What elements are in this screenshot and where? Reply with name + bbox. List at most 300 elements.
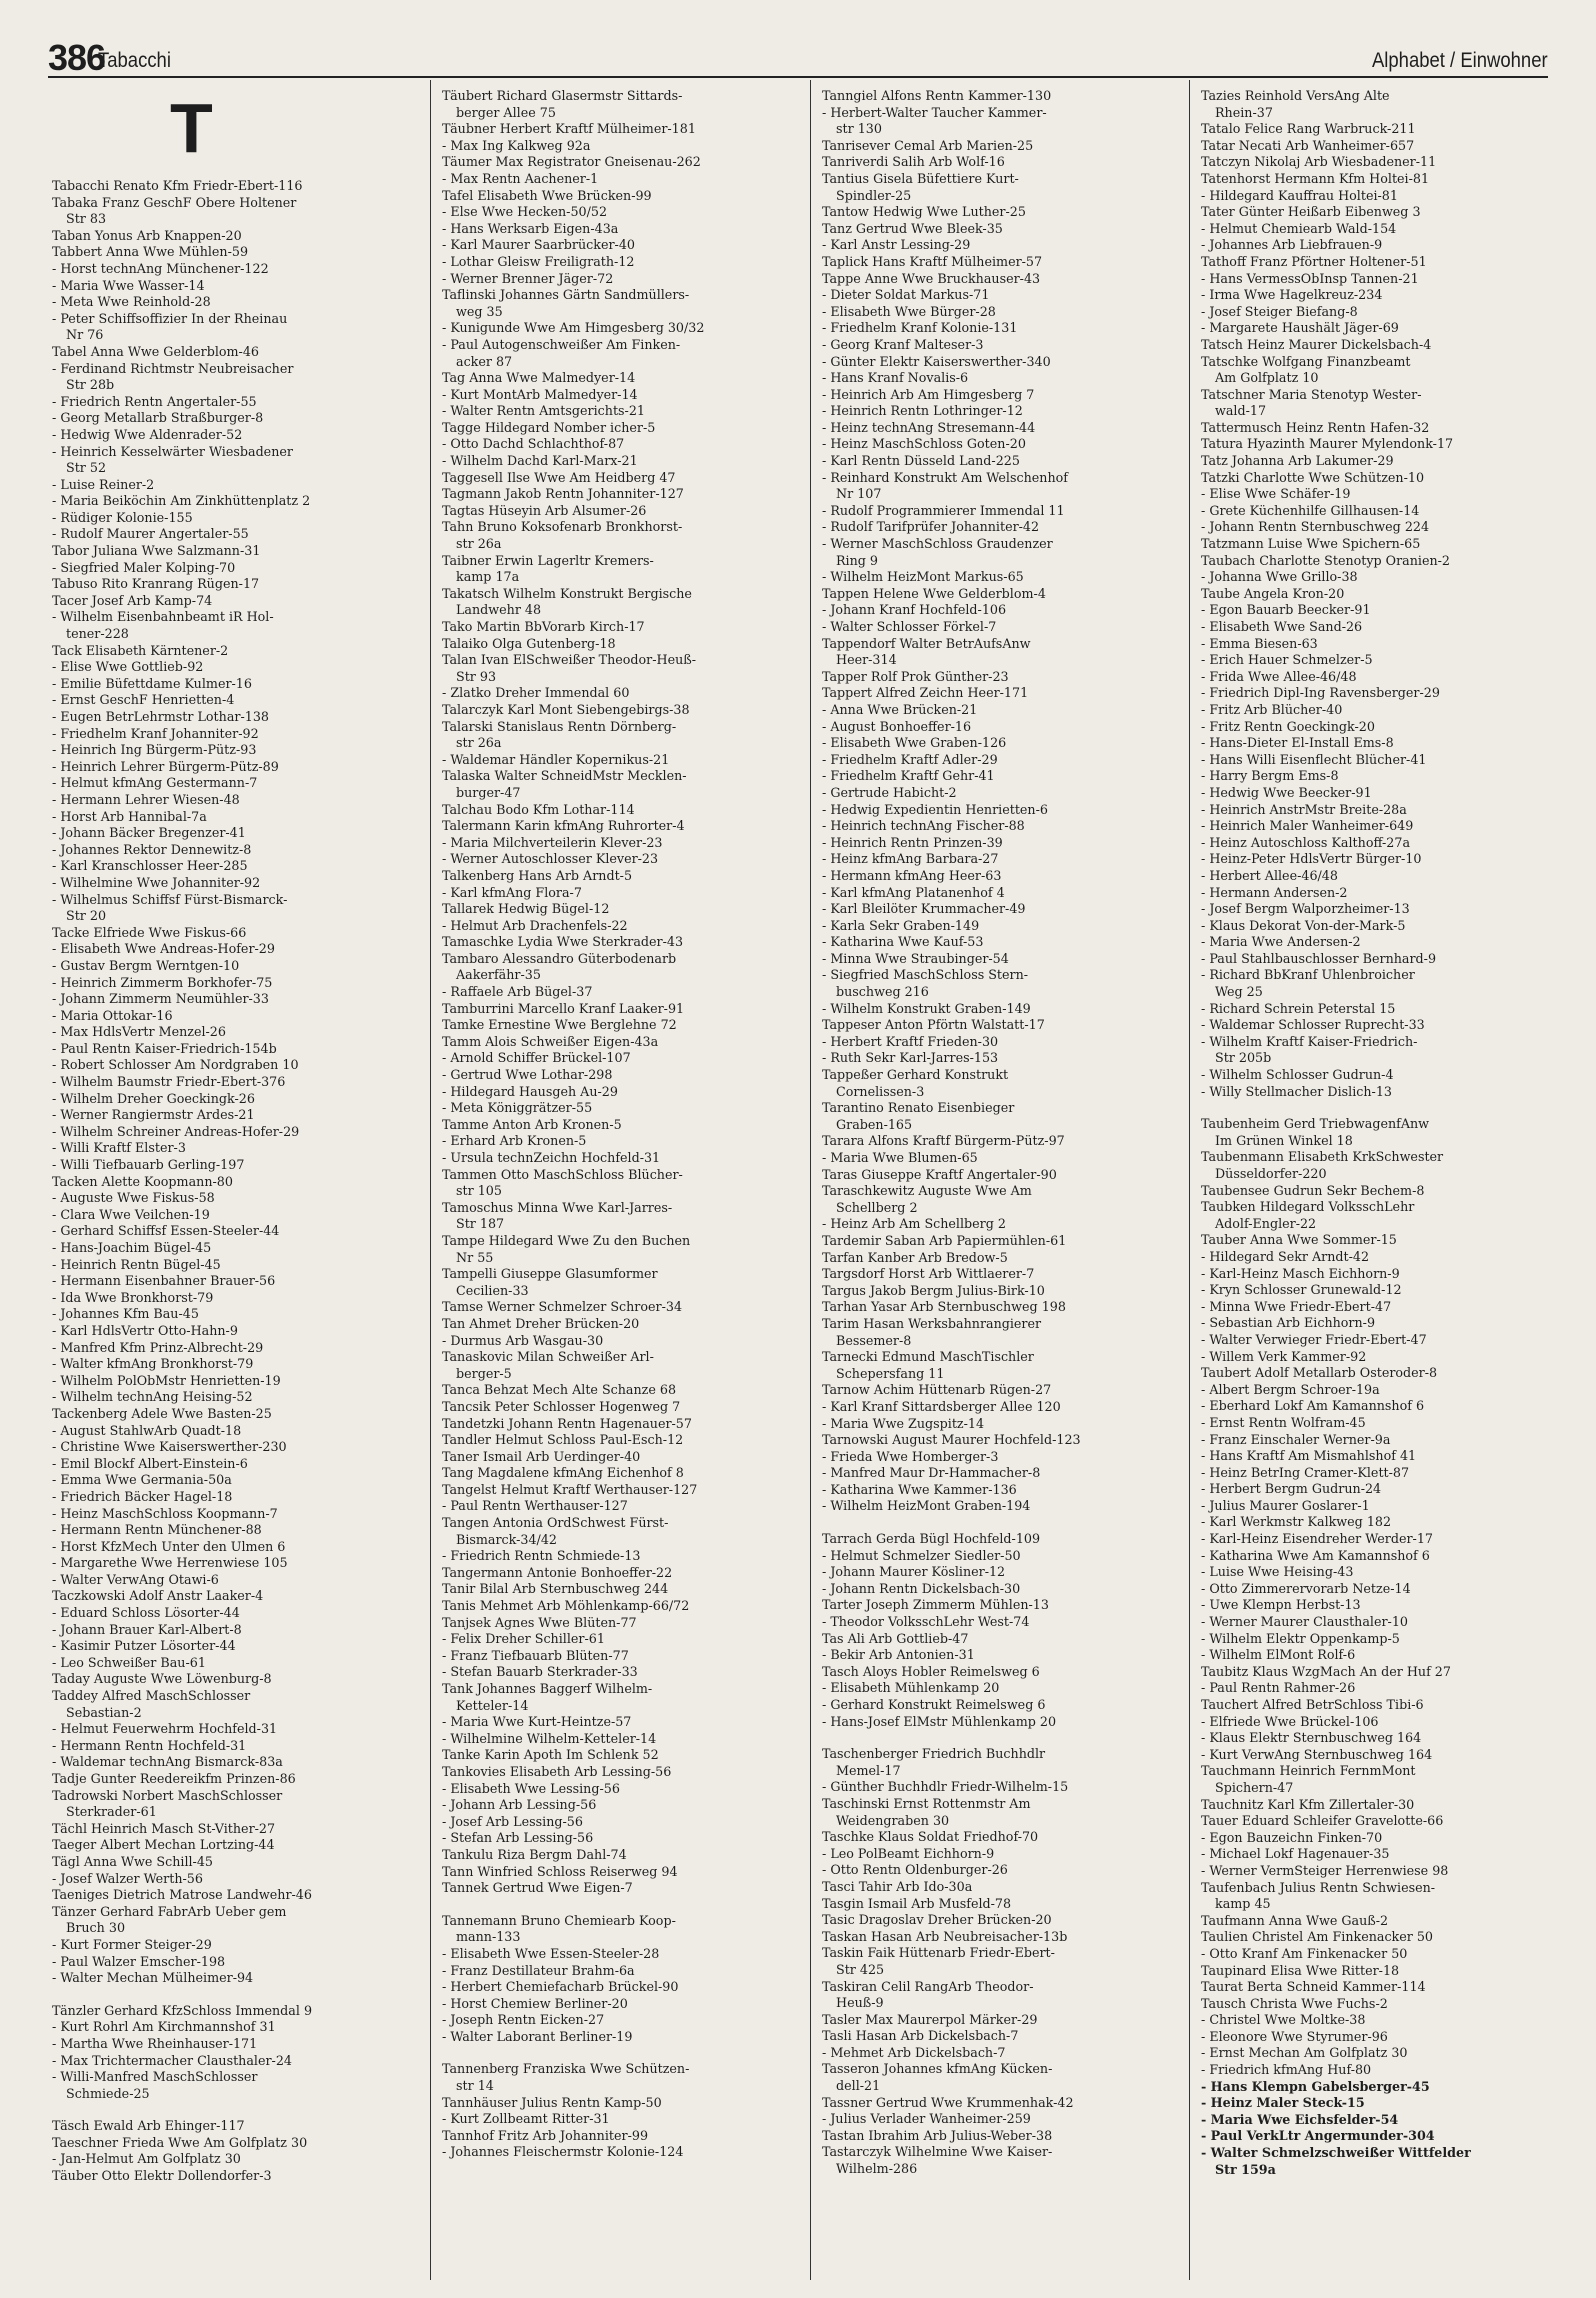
directory-entry: Talaiko Olga Gutenberg-18 (442, 635, 616, 651)
directory-entry: - Wilhelm technAng Heising-52 (52, 1389, 253, 1405)
directory-entry: Tandler Helmut Schloss Paul-Esch-12 (442, 1432, 684, 1448)
directory-entry: - Heinz-Peter HdlsVertr Bürger-10 (1201, 851, 1422, 867)
directory-entry: - Johannes Fleischermstr Kolonie-124 (442, 2144, 684, 2160)
entry-continuation: Weg 25 (1215, 984, 1263, 1000)
directory-entry: - Josef Arb Lessing-56 (442, 1813, 583, 1829)
directory-entry: - Grete Küchenhilfe Gillhausen-14 (1201, 502, 1420, 518)
directory-entry: - Karla Sekr Graben-149 (822, 917, 980, 933)
directory-entry: Tasgin Ismail Arb Musfeld-78 (822, 1895, 1012, 1911)
directory-entry: - Friedrich kfmAng Huf-80 (1201, 2062, 1372, 2078)
directory-entry: - Johann Rentn Sternbuschweg 224 (1201, 519, 1430, 535)
entry-continuation: Str 187 (456, 1216, 505, 1232)
directory-entry: - Wilhelmine Wwe Johanniter-92 (52, 874, 261, 890)
directory-entry: Tathoff Franz Pförtner Holtener-51 (1201, 253, 1427, 269)
entry-continuation: str 14 (456, 2078, 494, 2094)
directory-entry: Tannemann Bruno Chemiearb Koop- (442, 1912, 676, 1928)
directory-entry: - August Bonhoeffer-16 (822, 718, 972, 734)
section-title-right: Alphabet / Einwohner (1372, 49, 1548, 72)
directory-entry: Tarrach Gerda Bügl Hochfeld-109 (822, 1531, 1041, 1547)
directory-entry: - Horst Chemiew Berliner-20 (442, 1995, 628, 2011)
directory-entry: - Maria Wwe Blumen-65 (822, 1150, 978, 1165)
directory-entry: - Hedwig Wwe Beecker-91 (1201, 784, 1372, 800)
directory-entry: - Heinz Maler Steck-15 (1201, 2095, 1365, 2111)
directory-entry: Tänzler Gerhard KfzSchloss Immendal 9 (52, 2002, 313, 2018)
directory-entry: Tacke Elfriede Wwe Fiskus-66 (52, 924, 247, 940)
directory-entry: Talaska Walter SchneidMstr Mecklen- (442, 768, 687, 784)
directory-entry: Taflinski Johannes Gärtn Sandmüllers- (442, 287, 690, 303)
directory-entry: - Johannes Kfm Bau-45 (52, 1306, 199, 1322)
directory-entry: - Richard BbKranf Uhlenbroicher (1201, 967, 1415, 983)
entry-continuation: str 26a (456, 735, 502, 751)
directory-entry: Taeschner Frieda Wwe Am Golfplatz 30 (52, 2134, 308, 2150)
directory-entry: - Hildegard Hausgeh Au-29 (442, 1083, 618, 1099)
directory-entry: Tankulu Riza Bergm Dahl-74 (442, 1846, 627, 1862)
directory-entry: - Otto Rentn Oldenburger-26 (822, 1862, 1008, 1878)
directory-entry: - Ruth Sekr Karl-Jarres-153 (822, 1050, 999, 1066)
directory-entry: - Heinz kfmAng Barbara-27 (822, 851, 999, 867)
directory-entry: - Hermann Andersen-2 (1201, 884, 1348, 900)
directory-entry: Tappeser Anton Pförtn Walstatt-17 (822, 1017, 1045, 1033)
directory-entry: - Herbert Kraftf Frieden-30 (822, 1033, 999, 1049)
directory-entry: - Elise Wwe Gottlieb-92 (52, 659, 204, 675)
directory-entry: - Karl Kranschlosser Heer-285 (52, 858, 248, 874)
directory-column-4 (1201, 88, 1549, 2278)
entry-continuation: Bessemer-8 (836, 1332, 912, 1348)
directory-entry: - Elisabeth Mühlenkamp 20 (822, 1680, 1000, 1696)
entry-continuation: Nr 76 (66, 327, 104, 343)
directory-entry: - Gerhard Konstrukt Reimelsweg 6 (822, 1697, 1046, 1712)
directory-entry: Tagtas Hüseyin Arb Alsumer-26 (442, 502, 647, 518)
directory-entry: Taupinard Elisa Wwe Ritter-18 (1201, 1962, 1400, 1978)
directory-entry: Tahn Bruno Koksofenarb Bronkhorst- (442, 519, 683, 535)
directory-entry: Tan Ahmet Dreher Brücken-20 (442, 1315, 640, 1331)
directory-entry: - Hermann Eisenbahner Brauer-56 (52, 1273, 276, 1289)
directory-entry: - Gertrude Habicht-2 (822, 784, 957, 800)
entry-continuation: Bruch 30 (66, 1920, 126, 1936)
directory-entry: - Hermann Lehrer Wiesen-48 (52, 791, 240, 807)
directory-entry: - Paul Stahlbauschlosser Bernhard-9 (1201, 950, 1437, 966)
directory-entry: - Zlatko Dreher Immendal 60 (442, 685, 630, 701)
directory-entry: - Karl kfmAng Platanenhof 4 (822, 884, 1005, 900)
directory-entry: - Kurt Zollbeamt Ritter-31 (442, 2111, 610, 2127)
directory-entry: Tabor Juliana Wwe Salzmann-31 (52, 543, 261, 559)
directory-entry: Taurat Berta Schneid Kammer-114 (1201, 1979, 1426, 1995)
directory-entry: Tacken Alette Koopmann-80 (52, 1173, 233, 1189)
directory-entry: - Wilhelm Konstrukt Graben-149 (822, 1000, 1031, 1016)
section-letter: T (170, 89, 213, 167)
directory-entry: - Luise Reiner-2 (52, 476, 155, 492)
directory-entry: - Christine Wwe Kaiserswerther-230 (52, 1439, 287, 1455)
directory-entry: - Willi Kraftf Elster-3 (52, 1140, 186, 1156)
directory-entry: - Minna Wwe Friedr-Ebert-47 (1201, 1298, 1392, 1314)
directory-entry: - Herbert Bergm Gudrun-24 (1201, 1481, 1382, 1497)
directory-entry: - Hans-Josef ElMstr Mühlenkamp 20 (822, 1713, 1057, 1729)
entry-continuation: Wilhelm-286 (836, 2161, 918, 2177)
directory-entry: - Clara Wwe Veilchen-19 (52, 1206, 210, 1222)
directory-entry: - Heinz technAng Stresemann-44 (822, 419, 1036, 435)
directory-entry: - Walter Rentn Amtsgerichts-21 (442, 403, 645, 419)
directory-entry: - Wilhelm Schlosser Gudrun-4 (1201, 1067, 1394, 1083)
directory-entry: Tappe Anne Wwe Bruckhauser-43 (822, 270, 1041, 286)
entry-continuation: Sebastian-2 (66, 1704, 142, 1720)
directory-entry: - Franz Tiefbauarb Blüten-77 (442, 1647, 629, 1663)
directory-entry: Tasler Max Maurerpol Märker-29 (822, 2011, 1038, 2027)
directory-entry: - Heinz MaschSchloss Koopmann-7 (52, 1505, 278, 1521)
directory-entry: - Heinz MaschSchloss Goten-20 (822, 436, 1026, 452)
directory-entry: Taraschkewitz Auguste Wwe Am (822, 1183, 1032, 1199)
directory-entry: Tann Winfried Schloss Reiserweg 94 (442, 1863, 678, 1879)
directory-entry: Takatsch Wilhelm Konstrukt Bergische (442, 585, 692, 601)
directory-entry: - Else Wwe Hecken-50/52 (442, 204, 608, 220)
directory-entry: Tamburrini Marcello Kranf Laaker-91 (442, 1000, 685, 1016)
directory-entry: Tanca Behzat Mech Alte Schanze 68 (442, 1382, 677, 1398)
directory-entry: - Maria Ottokar-16 (52, 1007, 173, 1023)
directory-entry: - Johann Maurer Kösliner-12 (822, 1564, 1006, 1580)
directory-entry: - Durmus Arb Wasgau-30 (442, 1332, 604, 1348)
directory-entry: - Maria Wwe Zugspitz-14 (822, 1415, 985, 1431)
directory-entry: - Ernst Mechan Am Golfplatz 30 (1201, 2045, 1408, 2061)
directory-entry: Tatschke Wolfgang Finanzbeamt (1201, 353, 1411, 369)
directory-entry: - Wilhelm Baumstr Friedr-Ebert-376 (52, 1074, 286, 1090)
directory-entry: - Friedrich Rentn Schmiede-13 (442, 1548, 641, 1564)
directory-entry: Täubert Richard Glasermstr Sittards- (442, 88, 683, 103)
directory-entry: Tasli Hasan Arb Dickelsbach-7 (822, 2028, 1019, 2044)
directory-entry: - Paul Rentn Werthauser-127 (442, 1498, 628, 1514)
directory-entry: - Herbert Allee-46/48 (1201, 867, 1338, 883)
entry-spacer (442, 2045, 790, 2061)
entry-continuation: Str 93 (456, 668, 497, 684)
directory-entry: Tamaschke Lydia Wwe Sterkrader-43 (442, 934, 684, 950)
directory-entry: - Ida Wwe Bronkhorst-79 (52, 1289, 214, 1305)
directory-entry: - Wilhelm HeizMont Markus-65 (822, 569, 1024, 585)
directory-entry: - Karl Rentn Düsseld Land-225 (822, 453, 1020, 469)
directory-entry: Tankovies Elisabeth Arb Lessing-56 (442, 1763, 672, 1779)
directory-entry: Taufenbach Julius Rentn Schwiesen- (1201, 1879, 1436, 1895)
directory-entry: - Wilhelm ElMont Rolf-6 (1201, 1647, 1356, 1663)
entry-spacer (822, 1730, 1170, 1746)
directory-entry: - Raffaele Arb Bügel-37 (442, 984, 593, 1000)
directory-entry: - Karl Anstr Lessing-29 (822, 237, 971, 253)
directory-entry: Tanaskovic Milan Schweißer Arl- (442, 1349, 654, 1365)
directory-entry: Tabel Anna Wwe Gelderblom-46 (52, 343, 259, 359)
directory-entry: Tausch Christa Wwe Fuchs-2 (1201, 1995, 1388, 2011)
directory-entry: - Herbert Chemiefacharb Brückel-90 (442, 1979, 679, 1995)
directory-entry: - Emma Biesen-63 (1201, 635, 1318, 651)
directory-entry: - Walter kfmAng Bronkhorst-79 (52, 1356, 254, 1372)
directory-entry: - Gerhard Schiffsf Essen-Steeler-44 (52, 1223, 280, 1239)
directory-entry: Tantow Hedwig Wwe Luther-25 (822, 204, 1026, 220)
directory-entry: Tack Elisabeth Kärntener-2 (52, 642, 229, 658)
directory-entry: - Heinrich Rentn Bügel-45 (52, 1256, 221, 1272)
directory-entry: - Egon Bauarb Beecker-91 (1201, 602, 1371, 618)
directory-entry: - Uwe Klempn Herbst-13 (1201, 1597, 1361, 1613)
entry-continuation: Schellberg 2 (836, 1199, 918, 1215)
directory-entry: - Emil Blockf Albert-Einstein-6 (52, 1455, 248, 1471)
entry-continuation: Spindler-25 (836, 187, 912, 203)
directory-entry: Täuber Otto Elektr Dollendorfer-3 (52, 2168, 272, 2184)
directory-entry: - Christel Wwe Moltke-38 (1201, 2012, 1366, 2028)
entry-continuation: Sterkrader-61 (66, 1804, 157, 1820)
directory-entry: Tagge Hildegard Nomber icher-5 (442, 419, 656, 435)
directory-entry: - Werner VermSteiger Herrenwiese 98 (1201, 1862, 1449, 1878)
directory-entry: - Wilhelm Kraftf Kaiser-Friedrich- (1201, 1033, 1418, 1049)
directory-entry: - Johann Rentn Dickelsbach-30 (822, 1580, 1021, 1596)
directory-entry: Täumer Max Registrator Gneisenau-262 (442, 154, 701, 170)
directory-entry: Taddey Alfred MaschSchlosser (52, 1688, 251, 1704)
directory-entry: - Hans Kranf Novalis-6 (822, 370, 969, 386)
directory-entry: - Katharina Wwe Kammer-136 (822, 1481, 1017, 1497)
directory-entry: Targus Jakob Bergm Julius-Birk-10 (822, 1282, 1045, 1298)
directory-entry: - Wilhelm Eisenbahnbeamt iR Hol- (52, 609, 274, 625)
directory-entry: - Siegfried Maler Kolping-70 (52, 559, 236, 575)
directory-entry: - Hans Klempn Gabelsberger-45 (1201, 2078, 1430, 2094)
entry-spacer (442, 1897, 790, 1913)
directory-entry: - Karl Werkmstr Kalkweg 182 (1201, 1514, 1392, 1530)
directory-entry: Tanngiel Alfons Rentn Kammer-130 (822, 88, 1052, 103)
entry-continuation: Ring 9 (836, 552, 879, 568)
directory-entry: Talkenberg Hans Arb Arndt-5 (442, 867, 633, 883)
directory-entry: - Friedhelm Kranf Kolonie-131 (822, 320, 1018, 336)
directory-entry: Tatenhorst Hermann Kfm Holtei-81 (1201, 170, 1430, 186)
directory-entry: Tangelst Helmut Kraftf Werthauser-127 (442, 1481, 698, 1497)
entry-continuation: Heer-314 (836, 652, 897, 668)
directory-entry: Tasic Dragoslav Dreher Brücken-20 (822, 1912, 1052, 1928)
directory-entry: Taschenberger Friedrich Buchhdlr (822, 1746, 1046, 1762)
directory-entry: Tannek Gertrud Wwe Eigen-7 (442, 1880, 633, 1896)
directory-entry: - Franz Destillateur Brahm-6a (442, 1962, 635, 1978)
directory-entry: - Hans VermessObInsp Tannen-21 (1201, 270, 1419, 286)
directory-entry: - Willi-Manfred MaschSchlosser (52, 2069, 258, 2085)
directory-entry: Taner Ismail Arb Uerdinger-40 (442, 1448, 641, 1464)
directory-entry: - Robert Schlosser Am Nordgraben 10 (52, 1057, 299, 1073)
directory-entry: Tannhof Fritz Arb Johanniter-99 (442, 2127, 649, 2143)
directory-entry: - Helmut Arb Drachenfels-22 (442, 917, 628, 933)
directory-entry: - Emma Wwe Germania-50a (52, 1472, 232, 1488)
directory-entry: Tappen Helene Wwe Gelderblom-4 (822, 585, 1046, 601)
directory-entry: - Hans-Dieter El-Install Ems-8 (1201, 735, 1394, 751)
directory-entry: Taschinski Ernst Rottenmstr Am (822, 1795, 1031, 1811)
directory-entry: Tauchnitz Karl Kfm Zillertaler-30 (1201, 1796, 1415, 1812)
directory-entry: - Wilhelmus Schiffsf Fürst-Bismarck- (52, 891, 288, 907)
directory-entry: Tagmann Jakob Rentn Johanniter-127 (442, 486, 684, 502)
directory-entry: Taskiran Celil RangArb Theodor- (822, 1978, 1034, 1994)
directory-entry: Tatalo Felice Rang Warbruck-211 (1201, 121, 1416, 137)
directory-entry: - Horst technAng Münchener-122 (52, 260, 269, 276)
directory-entry: Tackenberg Adele Wwe Basten-25 (52, 1405, 272, 1421)
directory-entry: - Georg Metallarb Straßburger-8 (52, 410, 264, 426)
column-divider (430, 80, 431, 2280)
directory-entry: Tatzki Charlotte Wwe Schützen-10 (1201, 469, 1425, 485)
entry-continuation: mann-133 (456, 1929, 521, 1945)
directory-entry: - Hedwig Expedientin Henrietten-6 (822, 801, 1048, 817)
entry-continuation: Landwehr 48 (456, 602, 542, 618)
directory-entry: - Heinrich Zimmerm Borkhofer-75 (52, 974, 273, 990)
directory-entry: Tauchert Alfred BetrSchloss Tibi-6 (1201, 1697, 1424, 1712)
directory-entry: Talarski Stanislaus Rentn Dörnberg- (442, 718, 677, 734)
directory-entry: Talchau Bodo Kfm Lothar-114 (442, 801, 635, 817)
directory-entry: - Maria Wwe Andersen-2 (1201, 934, 1361, 950)
directory-entry: - Rudolf Tarifprüfer Johanniter-42 (822, 519, 1040, 535)
entry-continuation: Bismarck-34/42 (456, 1531, 557, 1547)
directory-entry: - Anna Wwe Brücken-21 (822, 701, 978, 717)
directory-entry: Tarnowski August Maurer Hochfeld-123 (822, 1432, 1081, 1448)
directory-entry: - Helmut Schmelzer Siedler-50 (822, 1547, 1021, 1563)
entry-continuation: Graben-165 (836, 1116, 913, 1132)
directory-entry: - Maria Milchverteilerin Klever-23 (442, 834, 663, 850)
directory-entry: Tasseron Johannes kfmAng Kücken- (822, 2061, 1053, 2077)
entry-spacer (822, 1515, 1170, 1531)
entry-continuation: Schmiede-25 (66, 2085, 150, 2101)
directory-entry: - Stefan Bauarb Sterkrader-33 (442, 1664, 638, 1680)
directory-entry: Tanz Gertrud Wwe Bleek-35 (822, 220, 1003, 236)
directory-entry: - Johannes Arb Liebfrauen-9 (1201, 237, 1383, 253)
directory-entry: - Elise Wwe Schäfer-19 (1201, 486, 1351, 502)
directory-entry: - Friedrich Bäcker Hagel-18 (52, 1488, 233, 1504)
directory-entry: - Karl HdlsVertr Otto-Hahn-9 (52, 1322, 238, 1338)
directory-entry: - Heinrich Rentn Lothringer-12 (822, 403, 1023, 419)
directory-entry: Tako Martin BbVorarb Kirch-17 (442, 619, 645, 634)
directory-entry: - Otto Dachd Schlachthof-87 (442, 436, 625, 452)
directory-entry: - Elisabeth Wwe Andreas-Hofer-29 (52, 941, 275, 957)
directory-entry: - Manfred Kfm Prinz-Albrecht-29 (52, 1339, 264, 1355)
directory-entry: - Siegfried MaschSchloss Stern- (822, 967, 1029, 983)
directory-entry: - Ursula technZeichn Hochfeld-31 (442, 1150, 661, 1165)
directory-entry: - Franz Einschaler Werner-9a (1201, 1431, 1391, 1447)
directory-entry: Tauer Eduard Schleifer Gravelotte-66 (1201, 1813, 1444, 1829)
directory-entry: Tamme Anton Arb Kronen-5 (442, 1116, 622, 1132)
directory-entry: Tadrowski Norbert MaschSchlosser (52, 1787, 283, 1803)
directory-entry: Täubner Herbert Kraftf Mülheimer-181 (442, 121, 696, 137)
directory-entry: - Hermann kfmAng Heer-63 (822, 867, 1002, 883)
directory-entry: - Minna Wwe Straubinger-54 (822, 950, 1009, 966)
directory-entry: - Friedhelm Kraftf Adler-29 (822, 751, 998, 767)
directory-entry: - Gertrud Wwe Lothar-298 (442, 1067, 613, 1083)
entry-continuation: buschweg 216 (836, 984, 929, 1000)
directory-entry: - Maria Wwe Eichsfelder-54 (1201, 2111, 1399, 2127)
directory-entry: Tangermann Antonie Bonhoeffer-22 (442, 1564, 673, 1580)
directory-entry: - Hans Werksarb Eigen-43a (442, 220, 619, 236)
directory-entry: - Hildegard Kauffrau Holtei-81 (1201, 187, 1398, 203)
directory-entry: - Elisabeth Wwe Sand-26 (1201, 619, 1363, 634)
directory-entry: - Joseph Rentn Eicken-27 (442, 2012, 605, 2028)
directory-entry: - Dieter Soldat Markus-71 (822, 287, 990, 303)
directory-entry: - Maria Beiköchin Am Zinkhüttenplatz 2 (52, 493, 311, 509)
directory-entry: Tarfan Kanber Arb Bredow-5 (822, 1249, 1008, 1265)
directory-entry: Tank Johannes Baggerf Wilhelm- (442, 1681, 653, 1696)
directory-entry: Taubert Adolf Metallarb Osteroder-8 (1201, 1365, 1438, 1381)
directory-entry: Tabuso Rito Kranrang Rügen-17 (52, 576, 260, 592)
directory-entry: - Karl-Heinz Eisendreher Werder-17 (1201, 1531, 1433, 1547)
directory-entry: - Wilhelmine Wilhelm-Ketteler-14 (442, 1730, 657, 1746)
directory-entry: Tancsik Peter Schlosser Hogenweg 7 (442, 1398, 681, 1414)
directory-entry: - Karl-Heinz Masch Eichhorn-9 (1201, 1265, 1400, 1281)
directory-entry: Taubenmann Elisabeth KrkSchwester (1201, 1149, 1444, 1165)
directory-entry: - Heinrich technAng Fischer-88 (822, 818, 1025, 834)
directory-entry: - Max HdlsVertr Menzel-26 (52, 1024, 226, 1040)
directory-entry: - Johannes Rektor Dennewitz-8 (52, 841, 252, 857)
directory-entry: Tanjsek Agnes Wwe Blüten-77 (442, 1614, 637, 1630)
directory-entry: Targsdorf Horst Arb Wittlaerer-7 (822, 1266, 1035, 1282)
directory-entry: - Josef Walzer Werth-56 (52, 1870, 203, 1886)
directory-entry: - Werner Maurer Clausthaler-10 (1201, 1614, 1408, 1630)
directory-entry: Tasci Tahir Arb Ido-30a (822, 1878, 973, 1894)
directory-entry: - Heinrich Lehrer Bürgerm-Pütz-89 (52, 758, 279, 774)
directory-entry: - Hedwig Wwe Aldenrader-52 (52, 426, 243, 442)
directory-entry: Tazies Reinhold VersAng Alte (1201, 88, 1390, 103)
directory-entry: - Johanna Wwe Grillo-38 (1201, 569, 1358, 585)
directory-entry: Talermann Karin kfmAng Ruhrorter-4 (442, 818, 685, 834)
entry-continuation: berger Allee 75 (456, 104, 556, 120)
directory-entry: Taeniges Dietrich Matrose Landwehr-46 (52, 1887, 312, 1903)
directory-entry: Tamse Werner Schmelzer Schroer-34 (442, 1299, 683, 1315)
entry-continuation: Aakerfähr-35 (456, 967, 541, 983)
entry-continuation: Str 83 (66, 211, 107, 227)
directory-entry: Taeger Albert Mechan Lortzing-44 (52, 1837, 275, 1853)
directory-entry: - Helmut Feuerwehrm Hochfeld-31 (52, 1721, 278, 1737)
entry-continuation: dell-21 (836, 2078, 881, 2094)
entry-continuation: Cornelissen-3 (836, 1083, 925, 1099)
entry-continuation: Weidengraben 30 (836, 1812, 950, 1828)
directory-entry: - Eberhard Lokf Am Kamannshof 6 (1201, 1398, 1425, 1414)
directory-entry: - Luise Wwe Heising-43 (1201, 1564, 1354, 1580)
directory-entry: Tamoschus Minna Wwe Karl-Jarres- (442, 1199, 673, 1215)
directory-entry: - Otto Kranf Am Finkenacker 50 (1201, 1945, 1408, 1961)
directory-entry: Tanriverdi Salih Arb Wolf-16 (822, 154, 1005, 170)
directory-entry: - Meta Wwe Reinhold-28 (52, 294, 211, 310)
directory-entry: - Mehmet Arb Dickelsbach-7 (822, 2044, 1006, 2060)
directory-entry: - Kurt Former Steiger-29 (52, 1936, 212, 1952)
directory-entry: - Heinz Autoschloss Kalthoff-27a (1201, 834, 1411, 850)
directory-entry: Tapper Rolf Prok Günther-23 (822, 668, 1009, 684)
directory-column-3 (822, 88, 1170, 2278)
directory-entry: - Werner Autoschlosser Klever-23 (442, 851, 659, 867)
directory-entry: Taubken Hildegard VolksschLehr (1201, 1199, 1415, 1215)
directory-entry: - Heinrich Kesselwärter Wiesbadener (52, 443, 293, 459)
directory-entry: Tatczyn Nikolaj Arb Wiesbadener-11 (1201, 154, 1437, 170)
directory-entry: - Paul Walzer Emscher-198 (52, 1953, 226, 1969)
directory-entry: Tasch Aloys Hobler Reimelsweg 6 (822, 1663, 1040, 1679)
directory-entry: Täsch Ewald Arb Ehinger-117 (52, 2118, 245, 2134)
directory-entry: Taschke Klaus Soldat Friedhof-70 (822, 1829, 1039, 1845)
directory-entry: - Willem Verk Kammer-92 (1201, 1348, 1367, 1364)
directory-entry: - Erich Hauer Schmelzer-5 (1201, 652, 1373, 668)
entry-continuation: Im Grünen Winkel 18 (1215, 1132, 1353, 1148)
directory-entry: Tauber Anna Wwe Sommer-15 (1201, 1232, 1397, 1248)
entry-continuation: burger-47 (456, 784, 521, 800)
directory-entry: Taibner Erwin Lagerltr Kremers- (442, 552, 654, 568)
directory-entry: - Friedhelm Kraftf Gehr-41 (822, 768, 995, 784)
directory-entry: Tandetzki Johann Rentn Hagenauer-57 (442, 1415, 692, 1431)
directory-entry: Tannhäuser Julius Rentn Kamp-50 (442, 2094, 662, 2110)
page-number: 386 (48, 37, 106, 78)
directory-entry: Tappert Alfred Zeichn Heer-171 (822, 685, 1029, 701)
directory-entry: Talarczyk Karl Mont Siebengebirgs-38 (442, 701, 690, 717)
directory-entry: Tatzmann Luise Wwe Spichern-65 (1201, 536, 1421, 552)
directory-entry: - Willi Tiefbauarb Gerling-197 (52, 1157, 245, 1173)
directory-entry: - Hans Willi Eisenflecht Blücher-41 (1201, 751, 1427, 767)
directory-entry: - Heinrich Ing Bürgerm-Pütz-93 (52, 742, 257, 758)
directory-entry: Tacer Josef Arb Kamp-74 (52, 592, 213, 608)
directory-entry: Tappendorf Walter BetrAufsAnw (822, 635, 1031, 651)
directory-entry: - Wilhelm Schreiner Andreas-Hofer-29 (52, 1123, 300, 1139)
entry-continuation: Ketteler-14 (456, 1697, 529, 1713)
entry-continuation: Str 205b (1215, 1050, 1272, 1066)
directory-entry: Tatsch Heinz Maurer Dickelsbach-4 (1201, 336, 1432, 352)
directory-entry: - Irma Wwe Hagelkreuz-234 (1201, 287, 1383, 303)
directory-entry: - Fritz Arb Blücher-40 (1201, 701, 1343, 717)
directory-entry: Tanrisever Cemal Arb Marien-25 (822, 137, 1034, 153)
column-divider (1189, 80, 1190, 2280)
